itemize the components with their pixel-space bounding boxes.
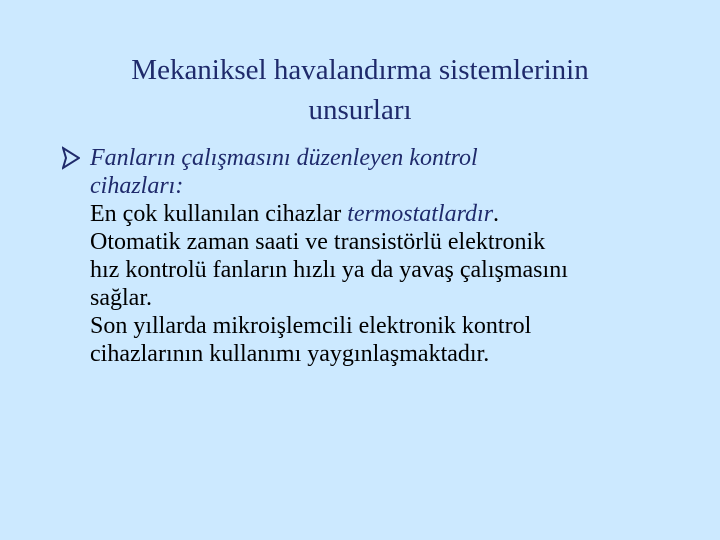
bullet-content (90, 144, 690, 368)
paragraph-timer-line-3: sağlar. (90, 285, 152, 311)
paragraph-thermostats-emphasis: termostatlardır (347, 201, 494, 227)
slide-title-line-2: unsurları (308, 94, 412, 126)
paragraph-timer-line-1: Otomatik zaman saati ve transistörlü elektronik (90, 229, 546, 255)
paragraph-timer-line-2: hız kontrolü fanların hızlı ya da yavaş çalışmasını (90, 257, 568, 283)
paragraph-microprocessor-line-1: Son yıllarda mikroişlemcili elektronik kontrol (90, 313, 532, 339)
paragraph-thermostats (90, 200, 690, 228)
arrow-bullet-icon (62, 146, 80, 170)
slide-title-line-1: Mekaniksel havalandırma sistemlerinin (131, 54, 589, 86)
paragraph-microprocessor-line-2: cihazlarının kullanımı yaygınlaşmaktadır. (90, 341, 490, 367)
paragraph-thermostats-period: . (493, 201, 500, 227)
bullet-lead-line-1: Fanların çalışmasını düzenleyen kontrol (90, 145, 478, 171)
slide-title (0, 50, 720, 130)
bullet-lead-line-2: cihazları: (90, 173, 184, 199)
paragraph-thermostats-text: En çok kullanılan cihazlar (90, 201, 348, 227)
